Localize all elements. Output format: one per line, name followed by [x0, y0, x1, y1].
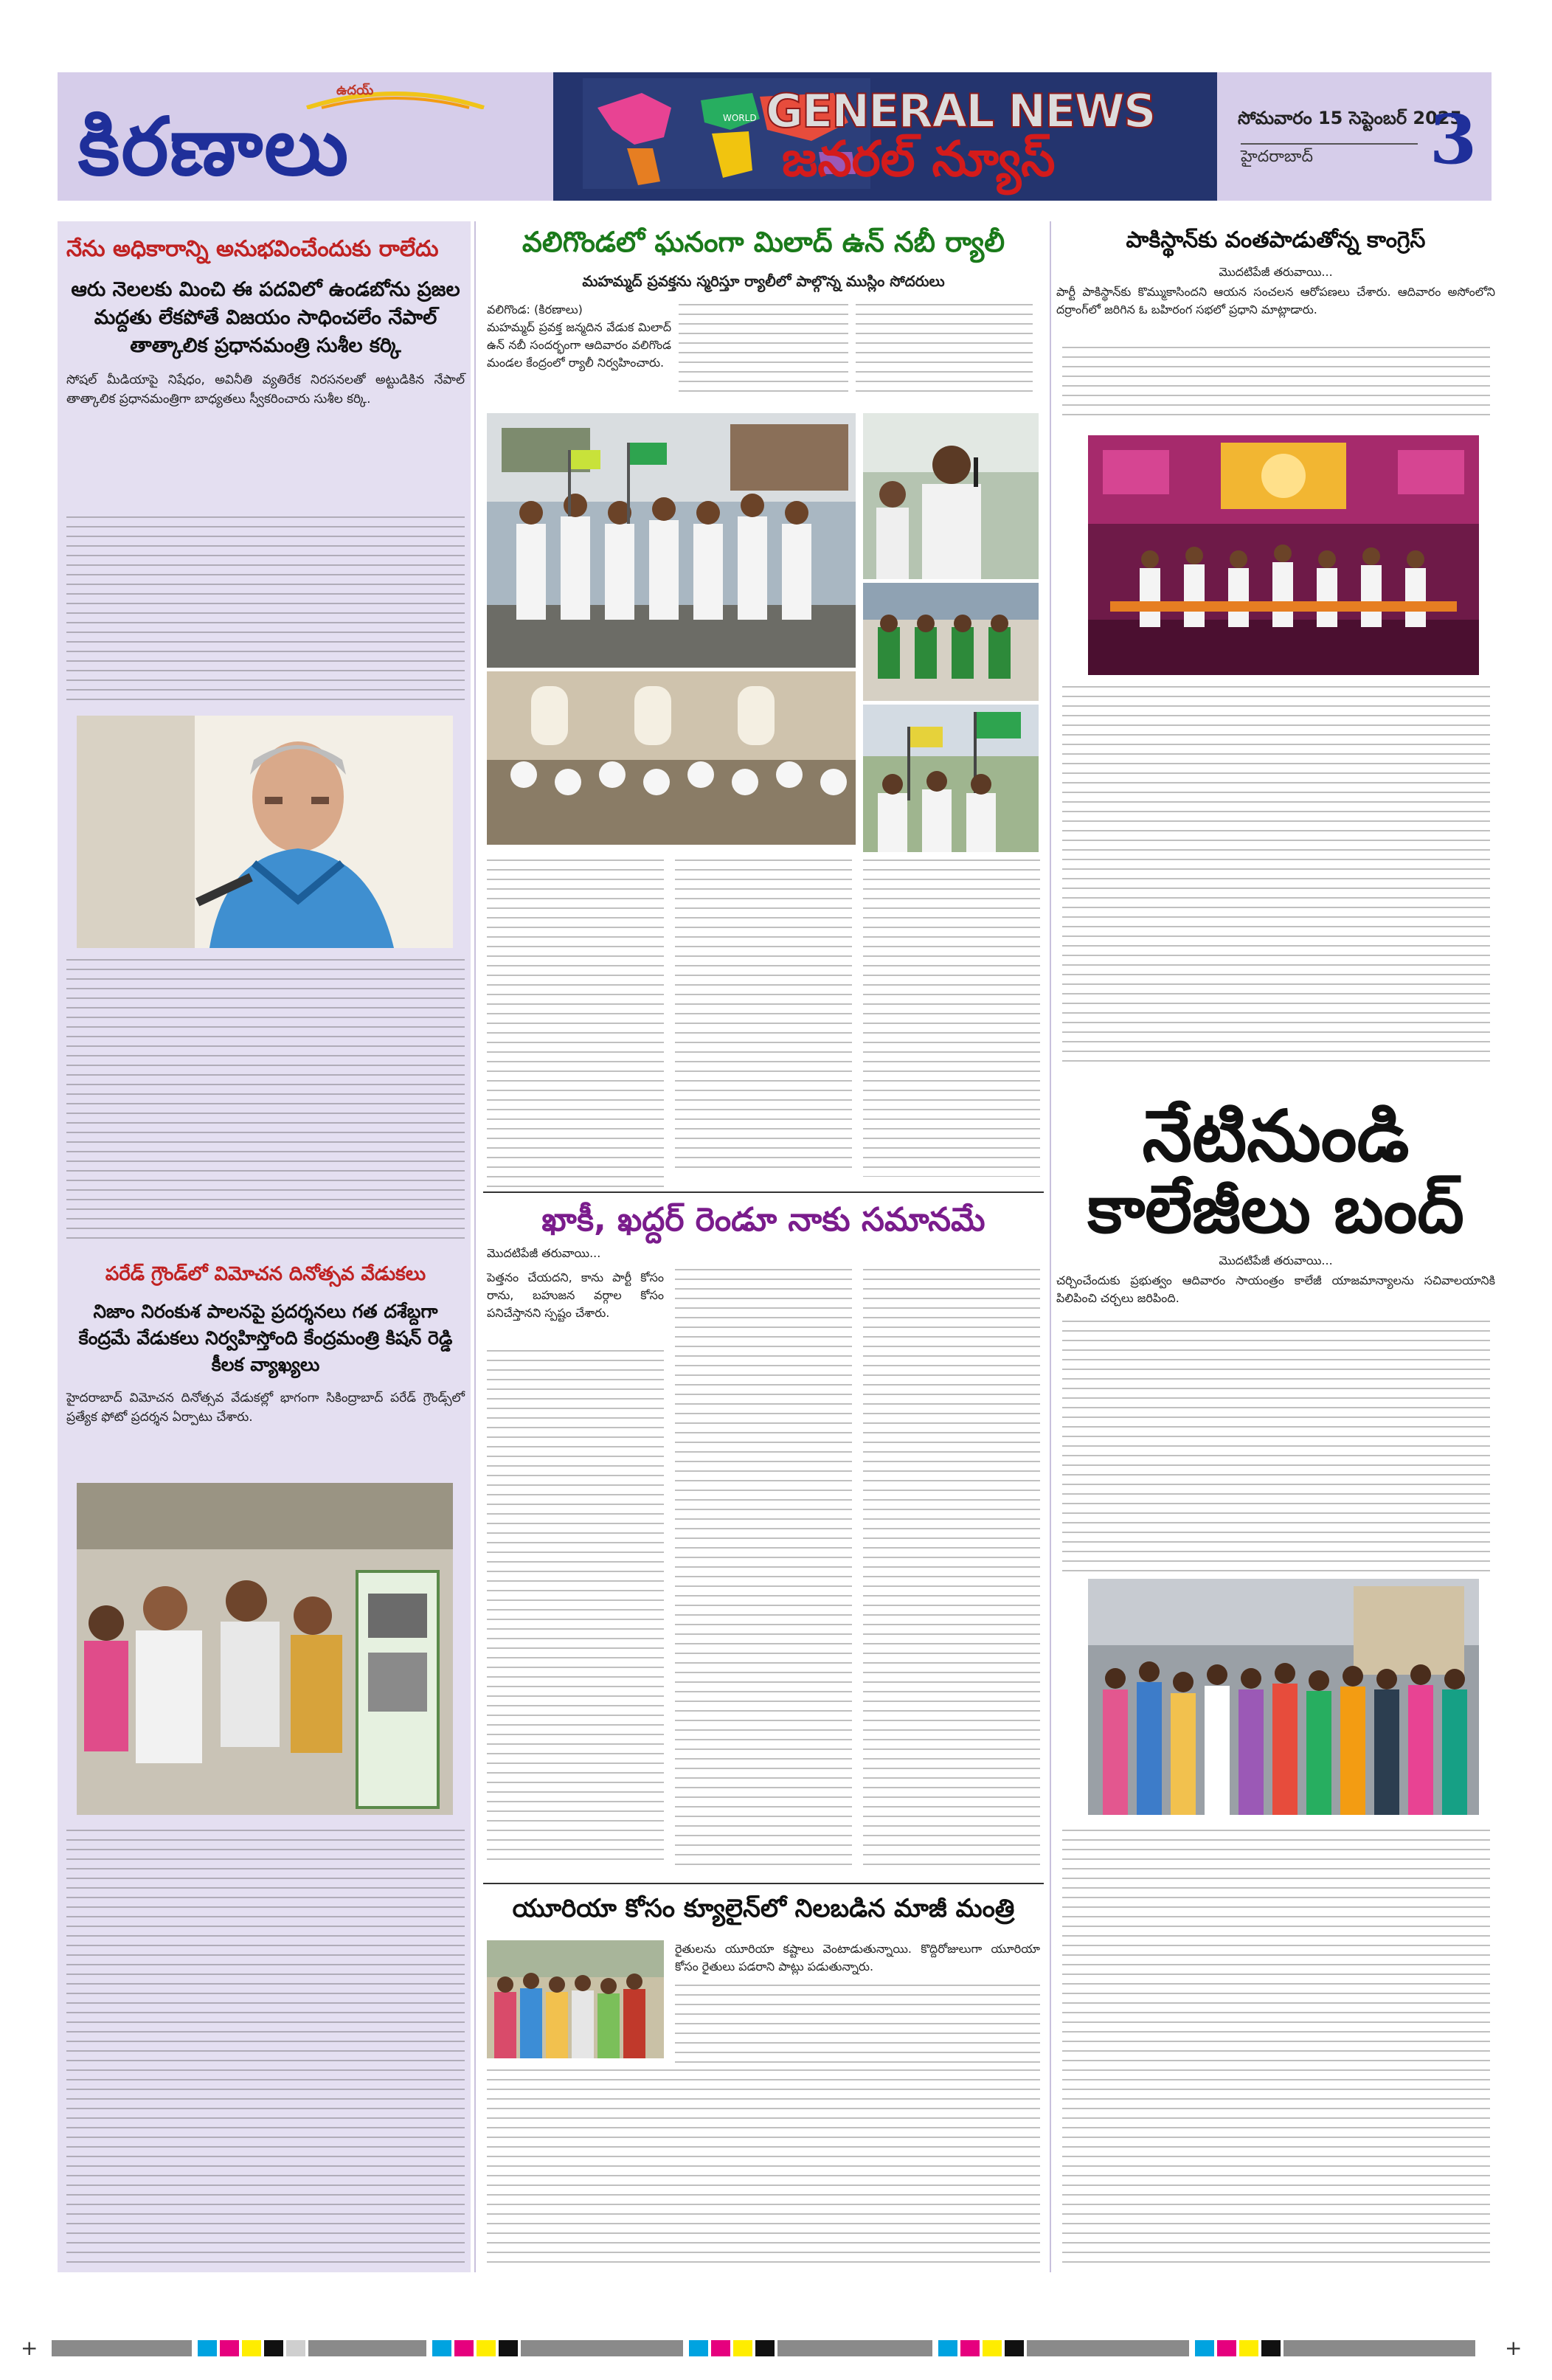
- urea-lead-block: [675, 1940, 1040, 1976]
- registration-mark-right: +: [1505, 2336, 1522, 2360]
- bandh-body-text: [1062, 1321, 1490, 1571]
- article-khaki-khaddar[interactable]: [479, 1195, 1047, 1262]
- article-lead-4: పార్టీ పాకిస్థాన్‌కు కొమ్ముకాసిందని ఆయన సంచలన ఆరోపణలు చేశారు. ఆదివారం అసోంలోని దర్రాంగ్‌లో జరిగిన ఓ బహిరంగ సభలో ప్రధాని మాట్లాడారు.: [1056, 285, 1495, 316]
- rally-body-text: [679, 304, 848, 400]
- brand-name: కిరణాలు: [78, 101, 350, 193]
- mosque-gathering-illustration: [487, 671, 856, 845]
- rally-body-text-4: [675, 859, 852, 1169]
- rally-body-text-5: [863, 859, 1040, 1177]
- article-pakistan-congress[interactable]: [1056, 221, 1495, 319]
- article-deck: మహమ్మద్ ప్రవక్తను స్మరిస్తూ ర్యాలీలో పాల్గొన్న ముస్లిం సోదరులు: [582, 272, 945, 290]
- hall-illustration: [863, 583, 1039, 701]
- khaki-body-text-2: [675, 1269, 852, 1867]
- bandh-body-text-2: [1062, 1830, 1490, 2269]
- article-kicker-2: పరేడ్ గ్రౌండ్‌లో విమోచన దినోత్సవ వేడుకలు: [105, 1263, 426, 1285]
- article-deck-2: నిజాం నిరంకుశ పాలనపై ప్రదర్శనలు గత దశేబ్దగా కేంద్రమే వేడుకలు నిర్వహిస్తోంది కేంద్రమంత్రి కిషన్ రెడ్డి కీలక వ్యాఖ్యలు: [78, 1301, 453, 1375]
- pakistan-body-text-2: [1062, 686, 1490, 1070]
- rally-dateline-block: [487, 301, 671, 372]
- stage-illustration: [1088, 435, 1479, 675]
- article-headline-4: పాకిస్థాన్‌కు వంతపాడుతోన్న కాంగ్రెస్: [1126, 227, 1426, 253]
- section-title-en: GENERAL NEWS: [766, 84, 1155, 138]
- urea-body-text: [675, 1985, 1040, 2066]
- khaki-lead-block: [487, 1269, 664, 1322]
- column-separator-1: [474, 221, 476, 2272]
- bandh-headline-line1: నేటినుండి: [1142, 1095, 1410, 1177]
- article-dateline-4: మొదటిపేజీ తరువాయి...: [1219, 265, 1333, 279]
- edition-city: హైదరాబాద్: [1241, 143, 1418, 170]
- article-nepal-pm[interactable]: [66, 235, 465, 409]
- banner-label: WORLD: [723, 113, 757, 123]
- khaki-body-text-3: [863, 1269, 1040, 1867]
- divider: [483, 1191, 1044, 1193]
- article-urea-queue[interactable]: [479, 1889, 1047, 1928]
- crowd-illustration: [1088, 1579, 1479, 1815]
- article-lead: సోషల్ మీడియాపై నిషేధం, అవినీతి వ్యతిరేక నిరసనలతో అట్టుడికిన నేపాల్ తాత్కాలిక ప్రధానమంత్రిగా బాధ్యతలు స్వీకరించారు సుశీల కర్కి.: [66, 373, 465, 407]
- article-lead-2: హైదరాబాద్ విమోచన దినోత్సవ వేడుకల్లో భాగంగా సికింద్రాబాద్ పరేడ్ గ్రౌండ్స్‌లో ప్రత్యేక ఫోటో ప్రదర్శన ఏర్పాటు చేశారు.: [66, 1391, 465, 1425]
- article-body-text: [66, 516, 465, 701]
- brand-logo[interactable]: [78, 83, 565, 193]
- khaki-lead: పెత్తనం చేయదని, కాను పార్టీ కోసం రాను, బహుజన వర్గాల కోసం పనిచేస్తానని స్పష్టం చేశారు.: [487, 1270, 664, 1320]
- pm-event-photo: [1088, 435, 1479, 675]
- rally-lead: మహమ్మద్ ప్రవక్త జన్మదిన వేడుక మిలాద్ ఉన్ నబీ సందర్భంగా ఆదివారం వలిగొండ మండల కేంద్రంలో ర్యాలీ నిర్వహించారు.: [487, 320, 671, 370]
- rally-body-text-3: [487, 859, 664, 1191]
- students-photo: [1088, 1579, 1479, 1815]
- urea-lead: రైతులను యూరియా కష్టాలు వెంటాడుతున్నాయి. కొద్దిరోజులుగా యూరియా కోసం రైతులు పడరాని పాట్లు పడుతున్నారు.: [675, 1942, 1040, 1973]
- exhibition-illustration: [77, 1483, 453, 1815]
- article-body-text-3: [66, 1830, 465, 2265]
- issue-date: సోమవారం 15 సెప్టెంబర్ 2025: [1238, 108, 1463, 128]
- bandh-headline-line2: కాలేజీలు బంద్: [1087, 1171, 1464, 1248]
- rally-photo-1: [487, 413, 856, 668]
- pakistan-body-text: [1062, 347, 1490, 421]
- registration-mark-left: +: [21, 2336, 38, 2360]
- article-milad-rally[interactable]: [479, 221, 1047, 292]
- brand-tagline: ఉదయ్: [336, 83, 374, 98]
- nepal-pm-photo: [77, 716, 453, 948]
- print-color-bar: [30, 2339, 1527, 2358]
- column-separator-2: [1050, 221, 1051, 2272]
- article-headline-3: యూరియా కోసం క్యూలైన్‌లో నిలబడిన మాజీ మంత్రి: [512, 1894, 1015, 1923]
- article-kicker: నేను అధికారాన్ని అనుభవించేందుకు రాలేదు: [66, 236, 439, 262]
- article-body-text-2: [66, 959, 465, 1239]
- urea-body-text-2: [487, 2069, 1040, 2269]
- rally-dateline: వలిగొండ: (కిరణాలు): [487, 302, 583, 316]
- liberation-exhibition-photo: [77, 1483, 453, 1815]
- rally-photo-4: [863, 583, 1039, 701]
- rally-photo-5: [863, 705, 1039, 852]
- khaki-body-text: [487, 1350, 664, 1867]
- article-deck: ఆరు నెలలకు మించి ఈ పదవిలో ఉండబోను ప్రజల మద్దతు లేకపోతే విజయం సాధించలేం నేపాల్ తాత్కాలిక ప్రధానమంత్రి సుశీల కర్కి: [71, 278, 460, 357]
- portrait-illustration: [77, 716, 453, 948]
- bandh-dateline: మొదటిపేజీ తరువాయి...: [1219, 1253, 1333, 1267]
- rally-photo-3: [863, 413, 1039, 579]
- article-headline: వలిగొండలో ఘనంగా మిలాద్ ఉన్ నబీ ర్యాలీ: [522, 226, 1005, 258]
- article-headline-2: ఖాకీ, ఖద్దర్ రెండూ నాకు సమానమే: [541, 1201, 985, 1239]
- flags-illustration: [863, 705, 1039, 852]
- rally-body-text-2: [856, 304, 1033, 400]
- section-title-te: జనరల్ న్యూస్: [782, 131, 1056, 187]
- article-liberation-day[interactable]: [66, 1262, 465, 1427]
- page-number: 3: [1430, 100, 1477, 179]
- masthead: [58, 72, 1492, 201]
- article-dateline-2: మొదటిపేజీ తరువాయి...: [487, 1246, 601, 1260]
- article-colleges-bandh[interactable]: [1056, 1095, 1495, 1307]
- speaker-illustration: [863, 413, 1039, 579]
- divider-2: [483, 1883, 1044, 1884]
- queue-illustration: [487, 1940, 664, 2058]
- rally-street-illustration: [487, 413, 856, 668]
- rally-photo-2: [487, 671, 856, 845]
- bandh-lead: చర్చించేందుకు ప్రభుత్వం ఆదివారం సాయంత్రం కాలేజీ యాజమాన్యాలను సచివాలయానికి పిలిపించి చర్చలు జరిపింది.: [1056, 1273, 1495, 1305]
- urea-queue-photo: [487, 1940, 664, 2058]
